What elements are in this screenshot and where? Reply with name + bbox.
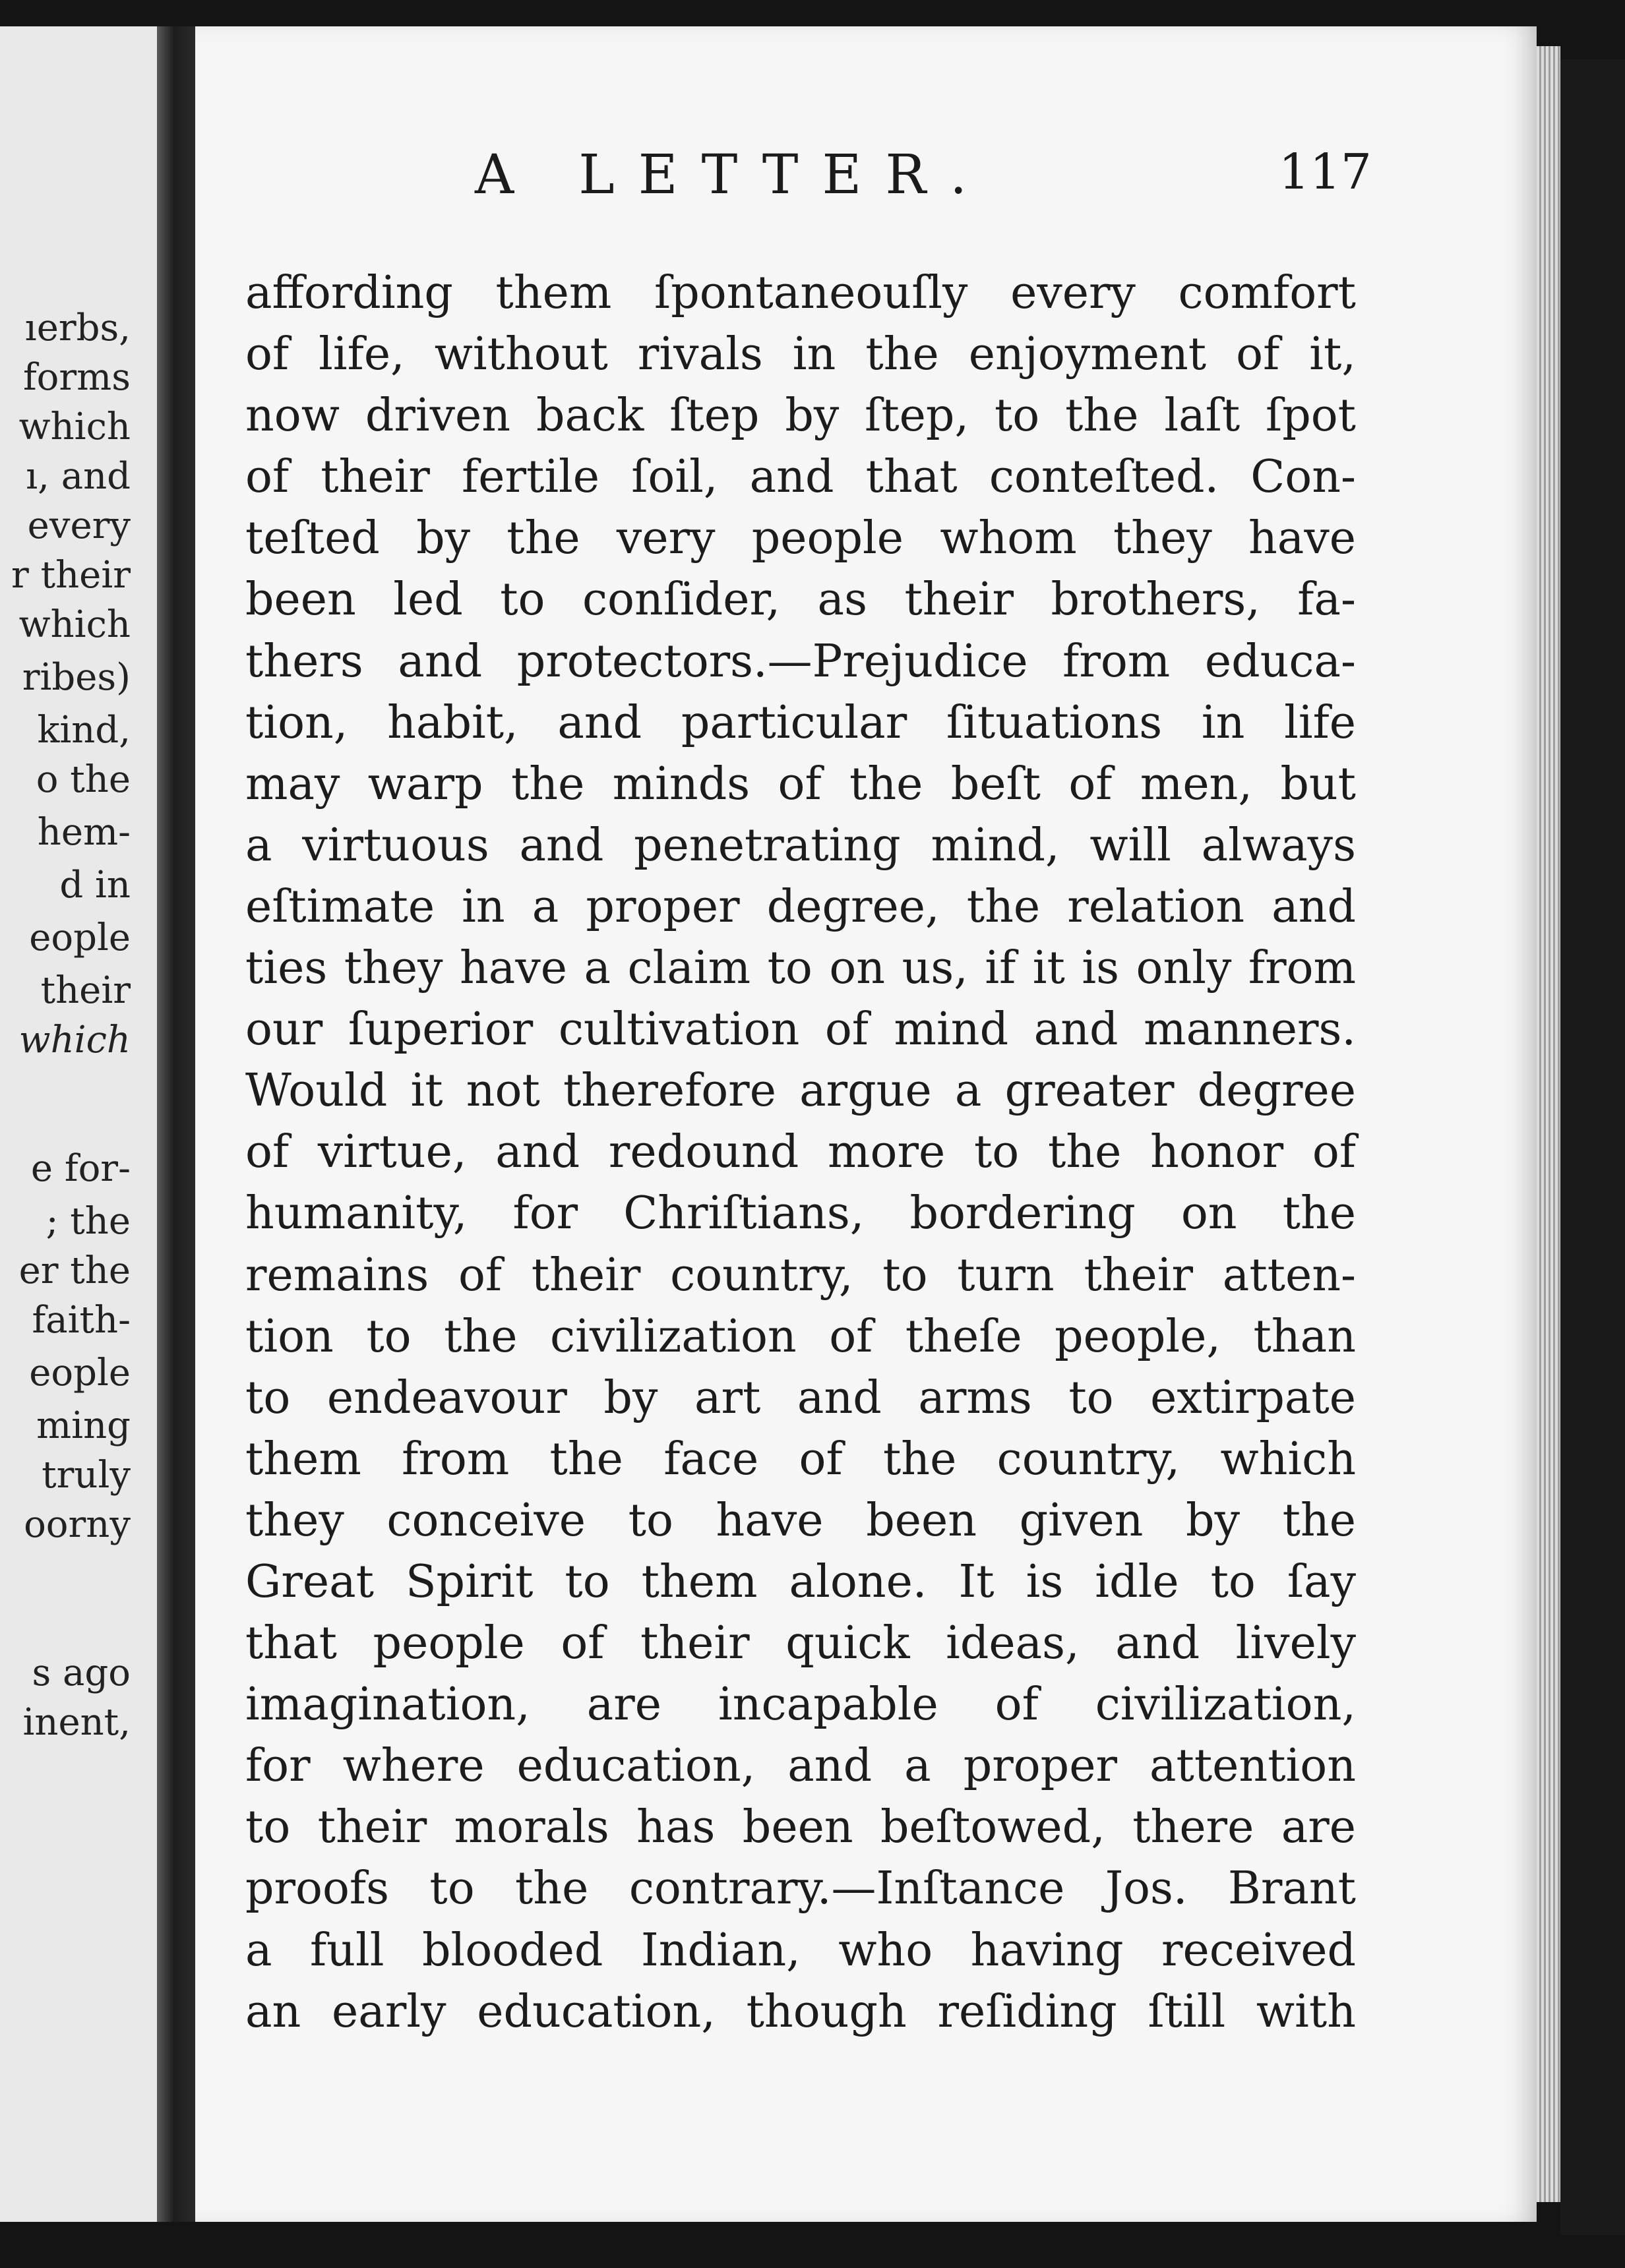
text-line: to endeavour by art and arms to extirpate (245, 1371, 1356, 1424)
facing-page-fragment: faith- (32, 1299, 131, 1342)
facing-page-fragment: oorny (24, 1503, 131, 1546)
facing-page-fragment: ribes) (22, 656, 131, 699)
text-line: may warp the minds of the beſt of men, but (245, 758, 1356, 810)
text-line: that people of their quick ideas, and lively (245, 1617, 1356, 1670)
page-number: 117 (1278, 144, 1372, 200)
text-line: for where education, and a proper attention (245, 1740, 1356, 1793)
facing-page-fragment: kind, (37, 709, 131, 752)
page-edges (1537, 46, 1560, 2202)
text-line: eſtimate in a proper degree, the relation and (245, 880, 1356, 933)
facing-page-fragment: ; the (46, 1200, 131, 1243)
facing-page-fragment: their (40, 969, 131, 1012)
text-line: them from the face of the country, which (245, 1433, 1356, 1485)
text-line: our ſuperior cultivation of mind and manners. (245, 1003, 1356, 1056)
text-line: teſted by the very people whom they have (245, 512, 1356, 565)
text-line: Great Spirit to them alone. It is idle to ſay (245, 1555, 1356, 1608)
text-line: affording them ſpontaneouſly every comfort (245, 267, 1356, 319)
text-line: remains of their country, to turn their atten- (245, 1249, 1356, 1301)
facing-page-fragment: which (18, 1019, 131, 1061)
facing-page-fragment: truly (42, 1454, 131, 1497)
facing-page-fragment: r their (11, 554, 131, 597)
facing-page (0, 26, 157, 2222)
text-line: humanity, for Chriſtians, bordering on the (245, 1187, 1356, 1240)
text-line: of virtue, and redound more to the honor of (245, 1126, 1356, 1179)
background-shadow (1560, 59, 1625, 2235)
facing-page-fragment: ı, and (26, 455, 131, 498)
text-line: now driven back ſtep by ſtep, to the laſt ſpot (245, 390, 1356, 442)
facing-page-fragment: er the (18, 1249, 131, 1292)
text-line: proofs to the contrary.—Inſtance Jos. Brant (245, 1863, 1356, 1915)
text-line: an early education, though reſiding ſtill with (245, 1985, 1356, 2038)
facing-page-fragment: o the (36, 758, 131, 801)
facing-page-fragment: e for- (30, 1147, 131, 1190)
text-line: to their morals has been beſtowed, there are (245, 1801, 1356, 1854)
text-line: of their fertile ſoil, and that conteſted. Con- (245, 451, 1356, 504)
facing-page-fragment: ıerbs, (24, 307, 131, 349)
facing-page-fragment: every (27, 504, 131, 547)
book-gutter (157, 26, 195, 2222)
facing-page-fragment: s ago (32, 1652, 131, 1694)
text-line: Would it not therefore argue a greater degree (245, 1065, 1356, 1118)
facing-page-fragment: hem- (37, 811, 131, 854)
text-line: a full blooded Indian, who having received (245, 1924, 1356, 1977)
facing-page-fragment: inent, (22, 1701, 131, 1744)
text-line: thers and protectors.—Prejudice from educa- (245, 635, 1356, 688)
text-line: they conceive to have been given by the (245, 1494, 1356, 1547)
facing-page-fragment: eople (29, 1352, 131, 1394)
facing-page-fragment: d in (59, 864, 131, 907)
text-line: of life, without rivals in the enjoyment of it, (245, 328, 1356, 381)
text-line: ties they have a claim to on us, if it is only from (245, 942, 1356, 995)
running-head: A LETTER. (475, 144, 991, 206)
text-line: tion, habit, and particular ſituations in life (245, 696, 1356, 749)
body-text (245, 262, 1356, 2043)
facing-page-fragment: forms (22, 356, 131, 399)
facing-page-fragment: ming (36, 1404, 131, 1447)
page-header (284, 144, 1372, 210)
text-line: tion to the civilization of theſe people, than (245, 1310, 1356, 1363)
text-line: been led to conſider, as their brothers, fa- (245, 574, 1356, 626)
facing-page-fragment: which (18, 405, 131, 448)
facing-page-fragment: which (18, 603, 131, 646)
text-line: imagination, are incapable of civilization, (245, 1679, 1356, 1731)
facing-page-fragment: eople (29, 916, 131, 959)
text-line: a virtuous and penetrating mind, will always (245, 819, 1356, 872)
